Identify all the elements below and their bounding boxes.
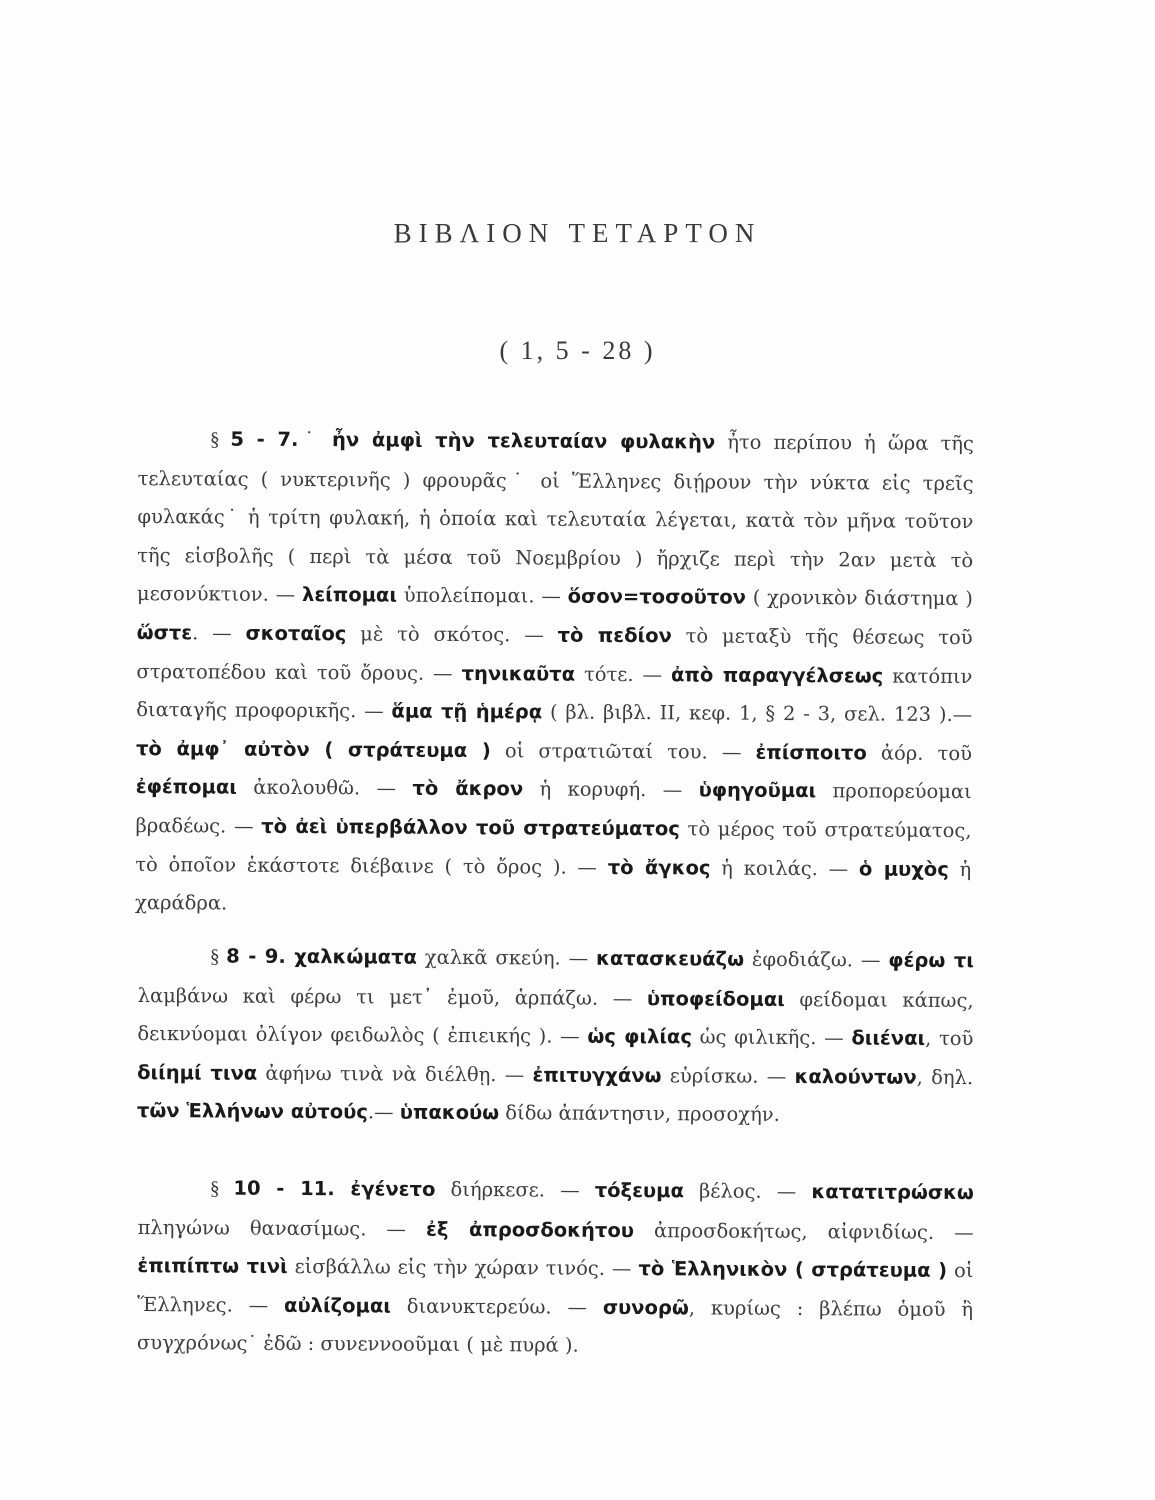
headword: ὥστε [136, 620, 193, 644]
headword: λείπομαι [301, 582, 398, 607]
headword: 10 - 11. ἐγένετο [233, 1176, 436, 1201]
headword: ὅσον=τοσοῦτον [567, 584, 747, 609]
headword: τὸ ἄκρον [412, 776, 524, 801]
headword: ἐξ ἀπροσδοκήτου [425, 1216, 635, 1242]
paragraph-sections-10-11 [137, 1169, 974, 1368]
gloss-text: ἡ χαράδρα. [134, 856, 972, 915]
gloss-text: προπορεύομαι βραδέως. — [135, 778, 972, 838]
gloss-text: ἀπροσδοκήτως, αἰφνιδίως. — [633, 1218, 974, 1244]
gloss-text: ἀκολουθῶ. — [236, 775, 413, 800]
gloss-text: διήρκεσε. — [435, 1177, 595, 1202]
headword: συνορῶ [602, 1295, 689, 1319]
section-sign: § [209, 428, 231, 451]
gloss-text: ἡ κοιλάς. — [710, 855, 860, 880]
headword: ἐφέπομαι [135, 774, 237, 799]
gloss-text: οἱ Ἕλληνες. — [137, 1258, 974, 1317]
headword: ὁ μυχὸς [858, 856, 949, 880]
gloss-text: ( βλ. βιβλ. II, κεφ. 1, § 2 - 3, σελ. 123 ).— [542, 700, 973, 726]
headword: τὸ Ἑλληνικὸν ( στράτευμα ) [638, 1256, 948, 1282]
gloss-text: ὡς φιλικῆς. — [691, 1025, 852, 1050]
headword: ἀπὸ παραγγέλσεως [670, 662, 884, 687]
gloss-text: , κυρίως : βλέπω ὁμοῦ ἢ συγχρόνως˙ ἐδῶ : συνεννοοῦμαι ( μὲ πυρά ). [136, 1295, 974, 1357]
gloss-text: δίδω ἀπάντησιν, προσοχήν. [499, 1101, 780, 1126]
book-title: ΒΙΒΛΙΟΝ ΤΕΤΑΡΤΟΝ [393, 218, 762, 248]
headword: καλούντων [794, 1064, 917, 1089]
headword: κατατιτρώσκω [811, 1179, 974, 1204]
headword: τὸ ἀεὶ ὑπερβάλλον τοῦ στρατεύματος [261, 814, 680, 840]
gloss-text: βέλος. — [683, 1178, 812, 1203]
paragraph-sections-8-9 [137, 937, 974, 1136]
headword: αὐλίζομαι [284, 1293, 391, 1317]
headword: ἐπιπίπτω τινὶ [137, 1253, 288, 1278]
headword: ὑποφείδομαι [646, 986, 785, 1011]
headword: ὑφηγοῦμαι [698, 778, 817, 802]
headword: ὡς φιλίας [587, 1024, 693, 1049]
gloss-text: ἦτο περίπου ἡ ὥρα τῆς τελευταίας ( νυκτερινῆς ) φρουρᾶς˙ οἱ Ἕλληνες διῄρουν τὴν νύκτα εἰς τρεῖς φυλακάς˙ ἡ τρίτη φυλακή, ἡ ὁποία καὶ τελευταία λέγεται, κατὰ τὸν μῆνα τοῦτον τῆς εἰσβολῆς ( περὶ τὰ μέσα τοῦ Νοεμβρίου ) ἤρχιζε περὶ τὴν 2αν μετὰ τὸ μεσονύκτιον. — [136, 430, 974, 606]
gloss-text: τὸ μέρος τοῦ στρατεύματος, τὸ ὁποῖον ἑκάστοτε διέβαινε ( τὸ ὄρος ). — [135, 816, 972, 878]
chapter-range: ( 1, 5 - 28 ) [499, 336, 656, 365]
headword: φέρω τι [888, 948, 974, 972]
gloss-text: ( χρονικὸν διάστημα ) [745, 585, 973, 610]
headword: τόξευμα [594, 1178, 684, 1202]
headword: 8 - 9. χαλκώματα [226, 944, 418, 969]
headword: ἅμα τῇ ἡμέρᾳ [391, 699, 543, 724]
gloss-text: διανυκτερεύω. — [390, 1293, 603, 1319]
headword: ὑπακούω [399, 1100, 500, 1125]
gloss-text: τότε. — [574, 661, 672, 686]
gloss-text: πληγώνω θανασίμως. — [137, 1215, 427, 1240]
headword: διιέναι [851, 1026, 926, 1050]
gloss-text: εἰσβάλλω εἰς τὴν χώραν τινός. — [287, 1254, 639, 1280]
headword: τὸ ἀμφ᾽ αὐτὸν ( στράτευμα ) [135, 736, 491, 762]
gloss-text: ὑπολείπομαι. — [396, 583, 568, 608]
headword: 5 - 7. [230, 427, 299, 451]
section-sign: § [209, 1177, 234, 1200]
gloss-text: .— [367, 1100, 400, 1124]
gloss-text: εὑρίσκω. — [661, 1063, 795, 1088]
paragraph-sections-5-7 [135, 420, 974, 928]
headword: ἐπιτυγχάνω [532, 1062, 662, 1087]
gloss-text: οἱ στρατιῶταί του. — [490, 738, 756, 764]
headword: τηνικαῦτα [461, 661, 576, 685]
section-sign: § [209, 945, 227, 968]
headword: σκοταῖος [245, 621, 347, 645]
gloss-text: μὲ τὸ σκότος. — [346, 621, 558, 647]
gloss-text: τὸ μεταξὺ τῆς θέσεως τοῦ στρατοπέδου καὶ τοῦ ὄρους. — [136, 623, 973, 685]
gloss-text: ἀόρ. τοῦ [866, 740, 973, 765]
gloss-text: ἡ κορυφή. — [523, 777, 699, 802]
headword: κατασκευάζω [595, 946, 745, 971]
gloss-text: κατόπιν διαταγῆς προφορικῆς. — [136, 663, 973, 723]
gloss-text: ἐφοδιάζω. — [743, 947, 889, 972]
gloss-text: χαλκᾶ σκεύη. — [416, 945, 597, 970]
headword: τῶν Ἑλλήνων αὐτούς [136, 1098, 368, 1124]
gloss-text: . — [192, 620, 246, 645]
gloss-text: λαμβάνω καὶ φέρω τι μετ᾽ ἐμοῦ, ἁρπάζω. — [137, 983, 647, 1010]
gloss-text: ˙ [298, 427, 333, 451]
gloss-text: , τοῦ [925, 1026, 974, 1050]
headword: τὸ ἄγκος [607, 854, 711, 879]
gloss-text: ἀφήνω τινὰ νὰ διέλθῃ. — [257, 1061, 533, 1086]
headword: τὸ πεδίον [557, 623, 672, 647]
headword: διίημί τινα [137, 1060, 258, 1085]
gloss-text: , δηλ. [916, 1065, 974, 1089]
headword: ἐπίσποιτο [755, 740, 867, 764]
headword: ἦν ἀμφὶ τὴν τελευταίαν φυλακὴν [332, 427, 716, 454]
gloss-text: φείδομαι κάπως, δεικνύομαι ὀλίγον φειδωλὸς ( ἐπιεικής ). — [137, 987, 974, 1048]
